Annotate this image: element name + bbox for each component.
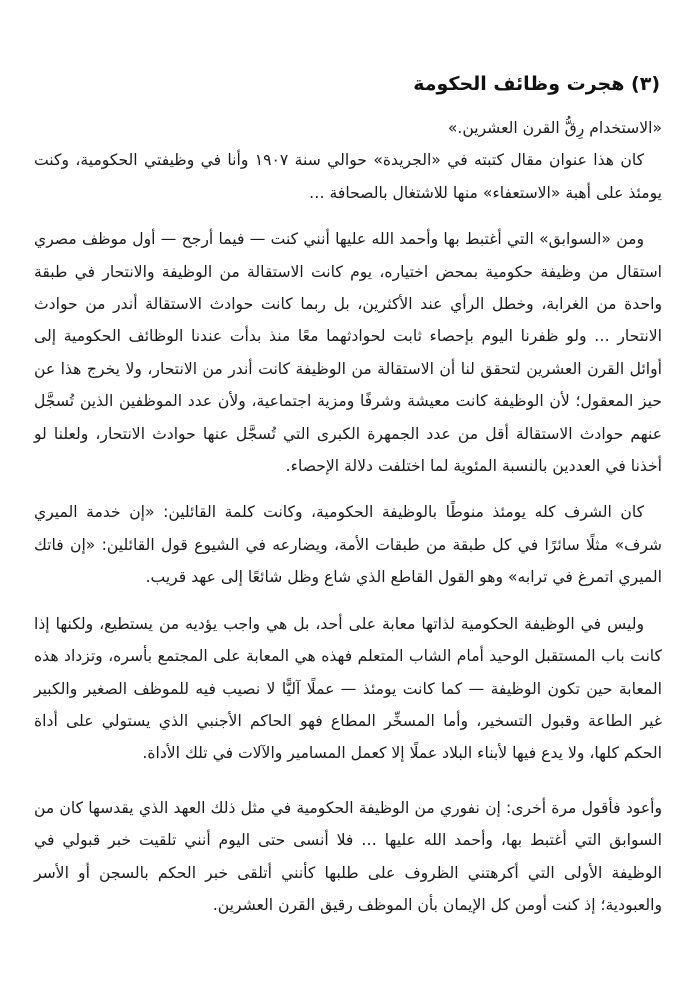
chapter-title: (٣) هجرت وظائف الحكومة [413, 73, 660, 95]
epigraph-quote: «الاستخدام رِقُّ القرن العشرين.» [447, 119, 662, 137]
body-paragraph: ومن «السوابق» التي أغتبط بها وأحمد الله عليها أنني كنت — فيما أرجح — أول موظف مصري استقال من وظيفة حكومية بمحض اختياره، يوم كانت الاستقالة من الوظيفة والانتحار في طبقة واحدة من الغرابة، وخطل الرأي عند الأكثرين، بل ربما كانت حوادث الاستقالة أندر من حوادث الانتحار … ولو ظفرنا اليوم بإحصاء ثابت لحوادثهما معًا منذ بدأت عندنا الوظائف الحكومية إلى أوائل القرن العشرين لتحقق لنا أن الاستقالة من الوظيفة كانت أندر من الانتحار، ولا يخرج هذا عن حيز المعقول؛ لأن الوظيفة كانت معيشة وشرفًا ومزية اجتماعية، ولأن عدد الموظفين الذين تُسجَّل عنهم حوادث الاستقالة أقل من عدد الجمهرة الكبرى التي تُسجَّل عنها حوادث الانتحار، ولعلنا لو أخذنا في العددين بالنسبة المئوية لما اختلفت دلالة الإحصاء. [34, 230, 662, 476]
body-paragraph: كان هذا عنوان مقال كتبته في «الجريدة» حوالي سنة ١٩٠٧ وأنا في وظيفتي الحكومية، وكنت يومئذ على أهبة «الاستعفاء» منها للاشتغال بالصحافة … [34, 151, 662, 202]
body-paragraph: كان الشرف كله يومئذ منوطًا بالوظيفة الحكومية، وكانت كلمة القائلين: «إن خدمة الميري شرف» مثلًا سائرًا في كل طبقة من طبقات الأمة، ويضارعه في الشيوع قول القائلين: «إن فاتك الميري اتمرغ في ترابه» وهو القول القاطع الذي شاع وظل شائعًا إلى عهد قريب. [34, 503, 662, 587]
body-paragraph: وليس في الوظيفة الحكومية لذاتها معابة على أحد، بل هي واجب يؤديه من يستطيع، ولكنها إذا كانت باب المستقبل الوحيد أمام الشاب المتعلم فهذه هي المعابة على المجتمع بأسره، وتزداد هذه المعابة حين تكون الوظيفة — كما كانت يومئذ — عملًا آليًّا لا نصيب فيه للموظف الصغير والكبير غير الطاعة وقبول التسخير، وأما المسخِّر المطاع فهو الحاكم الأجنبي الذي يستولي على أداة الحكم كلها، ولا يدع فيها لأبناء البلاد عملًا إلا كعمل المسامير والآلات في تلك الأداة. [34, 614, 662, 763]
body-paragraph: وأعود فأقول مرة أخرى: إن نفوري من الوظيفة الحكومية في مثل ذلك العهد الذي يقدسها كان من السوابق التي أغتبط بها، وأحمد الله عليها … فلا أنسى حتى اليوم أنني تلقيت خبر قبولي في الوظيفة الأولى التي أكرهتني الظروف على طلبها كأنني أتلقى خبر الحكم بالسجن أو الأسر والعبودية؛ إذ كنت أومن كل الإيمان بأن الموظف رقيق القرن العشرين. [34, 798, 662, 914]
